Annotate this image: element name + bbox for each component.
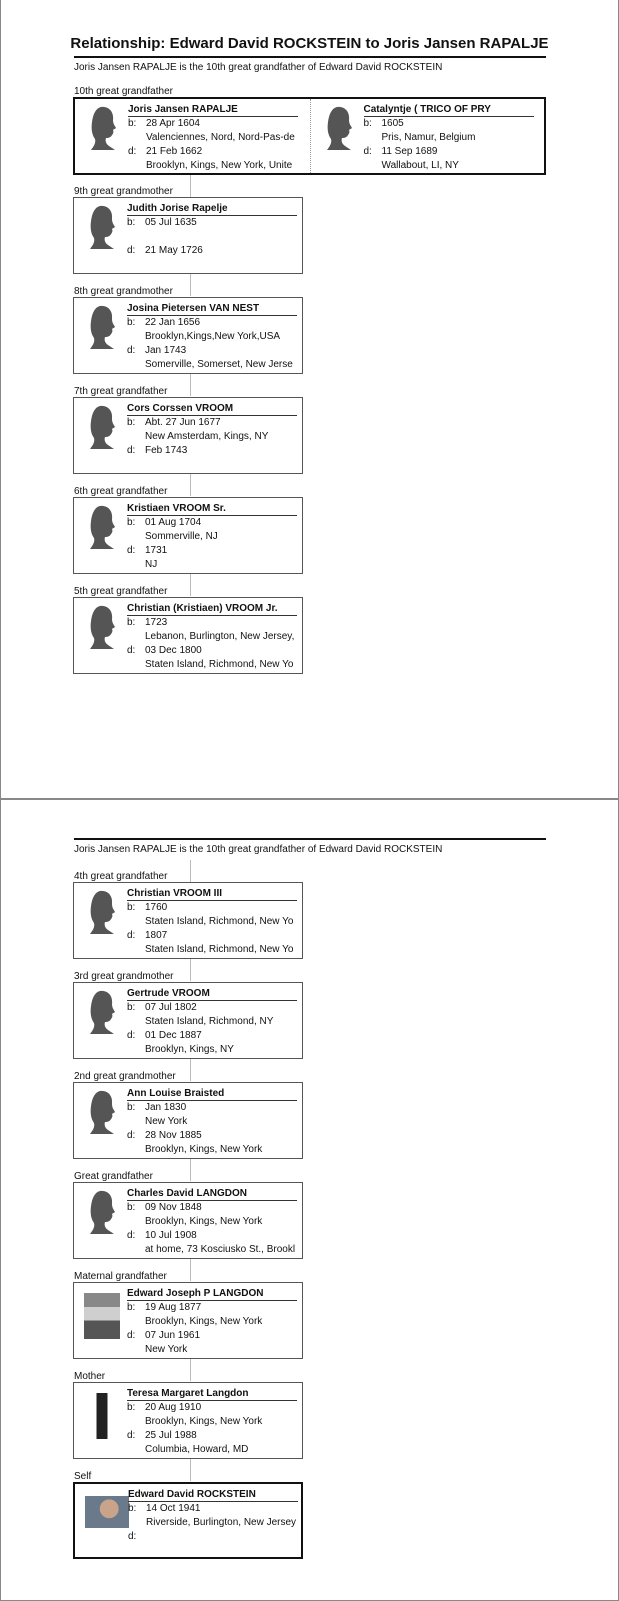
connector-line xyxy=(190,1259,191,1281)
birth-label: b: xyxy=(127,417,136,428)
birth-date: Abt. 27 Jun 1677 xyxy=(145,417,221,428)
person-name: Gertrude VROOM xyxy=(127,988,297,1001)
birth-date: 20 Aug 1910 xyxy=(145,1402,202,1413)
silhouette-icon xyxy=(88,1089,116,1135)
birth-place: Brooklyn, Kings, New York xyxy=(145,1216,263,1227)
birth-place: Sommerville, NJ xyxy=(145,531,218,542)
person-card[interactable] xyxy=(73,197,303,274)
death-place: Brooklyn, Kings, New York xyxy=(145,1144,263,1155)
death-date: 01 Dec 1887 xyxy=(145,1030,202,1041)
death-label: d: xyxy=(127,1130,136,1141)
person-name: Kristiaen VROOM Sr. xyxy=(127,503,297,516)
page-title: Relationship: Edward David ROCKSTEIN to Joris Jansen RAPALJE xyxy=(70,35,549,52)
generation-label: 9th great grandmother xyxy=(74,186,173,197)
person-name: Christian (Kristiaen) VROOM Jr. xyxy=(127,603,297,616)
birth-date: 28 Apr 1604 xyxy=(146,118,200,129)
death-place: Somerville, Somerset, New Jerse xyxy=(145,359,293,370)
person-card-catalyntje[interactable] xyxy=(310,99,546,173)
person-card[interactable] xyxy=(73,1382,303,1459)
connector-line xyxy=(190,1459,191,1481)
connector-line xyxy=(190,959,191,981)
silhouette-icon xyxy=(88,989,116,1035)
connector-line xyxy=(190,1059,191,1081)
birth-label: b: xyxy=(127,1202,136,1213)
silhouette-icon xyxy=(88,889,116,935)
silhouette-icon xyxy=(88,1189,116,1235)
birth-date: 05 Jul 1635 xyxy=(145,217,197,228)
death-label: d: xyxy=(127,930,136,941)
birth-date: 1605 xyxy=(381,118,404,129)
birth-label: b: xyxy=(127,1402,136,1413)
death-label: d: xyxy=(127,1030,136,1041)
birth-label: b: xyxy=(127,617,136,628)
generation-label: 10th great grandfather xyxy=(74,86,173,97)
connector-line xyxy=(190,1359,191,1381)
death-label: d: xyxy=(127,545,136,556)
person-name: Teresa Margaret Langdon xyxy=(127,1388,297,1401)
birth-place: Lebanon, Burlington, New Jersey, xyxy=(145,631,295,642)
birth-label: b: xyxy=(128,1503,137,1514)
birth-date: 14 Oct 1941 xyxy=(146,1503,201,1514)
death-label: d: xyxy=(128,146,137,157)
silhouette-icon xyxy=(325,105,353,151)
person-card[interactable] xyxy=(73,597,303,674)
person-card[interactable] xyxy=(73,1482,303,1559)
death-label: d: xyxy=(127,1230,136,1241)
birth-place: Staten Island, Richmond, NY xyxy=(145,1016,274,1027)
death-date: Feb 1743 xyxy=(145,445,188,456)
page2-rule xyxy=(74,838,546,840)
birth-date: 1723 xyxy=(145,617,168,628)
birth-label: b: xyxy=(127,217,136,228)
generation-label: 6th great grandfather xyxy=(74,486,168,497)
birth-place: Riverside, Burlington, New Jersey xyxy=(146,1517,297,1528)
birth-place: Pris, Namur, Belgium xyxy=(381,132,476,143)
death-place: Staten Island, Richmond, New Yo xyxy=(145,659,294,670)
death-place: Staten Island, Richmond, New Yo xyxy=(145,944,294,955)
person-card[interactable] xyxy=(73,397,303,474)
birth-date: 1760 xyxy=(145,902,168,913)
silhouette-icon xyxy=(88,304,116,350)
death-date: 1731 xyxy=(145,545,168,556)
birth-place: Brooklyn, Kings, New York xyxy=(145,1416,263,1427)
birth-label: b: xyxy=(363,118,372,129)
death-place: Columbia, Howard, MD xyxy=(145,1444,249,1455)
person-name: Edward Joseph P LANGDON xyxy=(127,1288,297,1301)
birth-date: 19 Aug 1877 xyxy=(145,1302,202,1313)
death-date: Jan 1743 xyxy=(145,345,187,356)
death-place: Wallabout, LI, NY xyxy=(381,160,459,171)
death-date: 10 Jul 1908 xyxy=(145,1230,197,1241)
death-date: 1807 xyxy=(145,930,168,941)
person-card[interactable] xyxy=(73,297,303,374)
relationship-summary: Joris Jansen RAPALJE is the 10th great grandfather of Edward David ROCKSTEIN xyxy=(74,62,443,73)
death-label: d: xyxy=(127,345,136,356)
birth-date: 01 Aug 1704 xyxy=(145,517,202,528)
death-place: at home, 73 Kosciusko St., Brookl xyxy=(145,1244,296,1255)
generation-label: 5th great grandfather xyxy=(74,586,168,597)
death-place: NJ xyxy=(145,559,158,570)
death-date: 28 Nov 1885 xyxy=(145,1130,202,1141)
death-date: 21 May 1726 xyxy=(145,245,203,256)
person-name: Joris Jansen RAPALJE xyxy=(128,104,298,117)
person-name: Edward David ROCKSTEIN xyxy=(128,1489,298,1502)
death-date: 25 Jul 1988 xyxy=(145,1430,197,1441)
connector-line xyxy=(190,574,191,596)
person-name: Charles David LANGDON xyxy=(127,1188,297,1201)
person-card[interactable] xyxy=(73,1182,303,1259)
death-place: New York xyxy=(145,1344,188,1355)
generation-label: Maternal grandfather xyxy=(74,1271,167,1282)
relationship-summary-page2: Joris Jansen RAPALJE is the 10th great grandfather of Edward David ROCKSTEIN xyxy=(74,844,443,855)
person-name: Ann Louise Braisted xyxy=(127,1088,297,1101)
birth-label: b: xyxy=(127,1002,136,1013)
birth-date: Jan 1830 xyxy=(145,1102,187,1113)
person-photo xyxy=(84,1293,120,1339)
person-card-couple[interactable] xyxy=(73,97,546,175)
person-name: Judith Jorise Rapelje xyxy=(127,203,297,216)
birth-place: Brooklyn, Kings, New York xyxy=(145,1316,263,1327)
birth-label: b: xyxy=(127,317,136,328)
death-date: 21 Feb 1662 xyxy=(146,146,203,157)
birth-label: b: xyxy=(127,902,136,913)
birth-date: 22 Jan 1656 xyxy=(145,317,201,328)
silhouette-icon xyxy=(88,404,116,450)
connector-line xyxy=(190,175,191,197)
generation-label: 2nd great grandmother xyxy=(74,1071,176,1082)
death-label: d: xyxy=(127,1330,136,1341)
generation-label: Self xyxy=(74,1471,92,1482)
generation-label: 8th great grandmother xyxy=(74,286,173,297)
birth-label: b: xyxy=(127,517,136,528)
birth-date: 07 Jul 1802 xyxy=(145,1002,197,1013)
death-label: d: xyxy=(127,445,136,456)
person-card[interactable] xyxy=(73,497,303,574)
person-card[interactable] xyxy=(73,1082,303,1159)
generation-label: 4th great grandfather xyxy=(74,871,168,882)
silhouette-icon xyxy=(89,105,117,151)
death-place: Brooklyn, Kings, NY xyxy=(145,1044,234,1055)
birth-place: New York xyxy=(145,1116,188,1127)
death-date: 11 Sep 1689 xyxy=(381,146,438,157)
death-label: d: xyxy=(127,245,136,256)
death-label: d: xyxy=(128,1531,137,1542)
generation-label: Mother xyxy=(74,1371,106,1382)
silhouette-icon xyxy=(88,504,116,550)
death-label: d: xyxy=(363,146,372,157)
person-card[interactable] xyxy=(73,982,303,1059)
birth-place: Staten Island, Richmond, New Yo xyxy=(145,916,294,927)
connector-line xyxy=(190,274,191,296)
birth-place: Valenciennes, Nord, Nord-Pas-de xyxy=(146,132,295,143)
connector-line xyxy=(190,860,191,882)
silhouette-icon xyxy=(88,604,116,650)
silhouette-icon xyxy=(88,204,116,250)
birth-label: b: xyxy=(127,1102,136,1113)
death-date: 03 Dec 1800 xyxy=(145,645,202,656)
person-name: Christian VROOM III xyxy=(127,888,297,901)
birth-date: 09 Nov 1848 xyxy=(145,1202,202,1213)
person-name: Josina Pietersen VAN NEST xyxy=(127,303,297,316)
birth-place: New Amsterdam, Kings, NY xyxy=(145,431,269,442)
generation-label: Great grandfather xyxy=(74,1171,153,1182)
connector-line xyxy=(190,1159,191,1181)
birth-place: Brooklyn,Kings,New York,USA xyxy=(145,331,281,342)
death-date: 07 Jun 1961 xyxy=(145,1330,201,1341)
person-photo xyxy=(84,1393,120,1439)
generation-label: 7th great grandfather xyxy=(74,386,168,397)
birth-label: b: xyxy=(127,1302,136,1313)
generation-label: 3rd great grandmother xyxy=(74,971,174,982)
connector-line xyxy=(190,474,191,496)
person-photo xyxy=(85,1496,129,1528)
title-rule xyxy=(74,56,546,58)
death-place: Brooklyn, Kings, New York, Unite xyxy=(146,160,293,171)
death-label: d: xyxy=(127,1430,136,1441)
person-card[interactable] xyxy=(73,882,303,959)
person-name: Cors Corssen VROOM xyxy=(127,403,297,416)
person-card-joris[interactable] xyxy=(75,99,310,173)
person-name: Catalyntje ( TRICO OF PRY xyxy=(364,104,534,117)
person-card[interactable] xyxy=(73,1282,303,1359)
death-label: d: xyxy=(127,645,136,656)
birth-label: b: xyxy=(128,118,137,129)
connector-line xyxy=(190,374,191,396)
